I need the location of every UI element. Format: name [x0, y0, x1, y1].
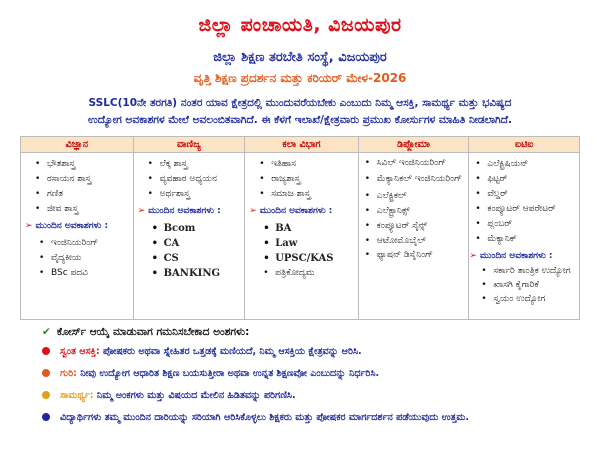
column-iti: [469, 137, 579, 319]
arrow-icon: ➢: [137, 206, 146, 216]
bullet-dot-icon: [42, 391, 50, 399]
bullet-dot-icon: [42, 413, 50, 421]
list-item: • ಎಲೆಕ್ಟ್ರಿಕಲ್: [365, 189, 469, 204]
column-heading-iti: ಐಟಿಐ: [469, 137, 579, 153]
careers-heading: ➢ ಮುಂದಿನ ಅವಕಾಶಗಳು :: [25, 221, 109, 231]
careers-heading: ➢ ಮುಂದಿನ ಅವಕಾಶಗಳು :: [469, 251, 553, 261]
guidance-point: ಸ್ವಂತ ಆಸಕ್ತಿ: ಪೋಷಕರು ಅಥವಾ ಸ್ನೇಹಿತರ ಒತ್ತಡಕ್ಕೆ ಮಣಿಯದೆ, ನಿಮ್ಮ ಆಸಕ್ತಿಯ ಕ್ಷೇತ್ರವನ್ನು ಆರಿಸಿ.: [42, 345, 572, 359]
list-item: • CS: [152, 251, 245, 266]
list-item: • ರಸಾಯನ ಶಾಸ್ತ್ರ: [35, 172, 133, 187]
list-item: • ರಾಜ್ಯಶಾಸ್ತ್ರ: [259, 172, 358, 187]
arts-subjects: [245, 157, 358, 202]
list-item: • ಗಣಿತ: [35, 187, 133, 202]
list-item: • BSc ಪದವಿ: [39, 266, 133, 281]
guidance-heading: ✔ ಕೋರ್ಸ್ ಆಯ್ಕೆ ಮಾಡುವಾಗ ಗಮನಿಸಬೇಕಾದ ಅಂಶಗಳು:: [42, 326, 250, 338]
event-title: ವೃತ್ತಿ ಶಿಕ್ಷಣ ಪ್ರದರ್ಶನ ಮತ್ತು ಕರಿಯರ್ ಮೇಳ-2026: [193, 71, 407, 85]
column-commerce: [134, 137, 246, 319]
iti-trades: [469, 157, 579, 247]
intro-paragraph: [30, 95, 570, 129]
commerce-careers: [134, 221, 245, 281]
list-item: • ಖಾಸಗಿ ಕೈಗಾರಿಕೆ: [481, 278, 579, 292]
list-item: • ಇತಿಹಾಸ: [259, 157, 358, 172]
list-item: • ವೈದ್ಯಕೀಯ: [39, 251, 133, 266]
list-item: • CA: [152, 236, 245, 251]
list-item: • ಕಂಪ್ಯೂಟರ್ ಸೈನ್ಸ್: [365, 219, 469, 234]
list-item: • BA: [263, 221, 358, 236]
science-subjects: [21, 157, 133, 217]
list-item: • ಸ್ವಯಂ ಉದ್ಯೋಗ: [481, 292, 579, 306]
list-item: • BANKING: [152, 266, 245, 281]
list-item: • UPSC/KAS: [263, 251, 358, 266]
commerce-subjects: [134, 157, 245, 202]
list-item: • ಎಲೆಕ್ಟ್ರಿಷಿಯನ್: [475, 157, 579, 172]
list-item: • ಭೌತಶಾಸ್ತ್ರ: [35, 157, 133, 172]
arrow-icon: ➢: [25, 221, 33, 231]
intro-line-2: ಉದ್ಯೋಗ ಅವಕಾಶಗಳ ಮೇಲೆ ಅವಲಂಬಿತವಾಗಿದೆ. ಈ ಕೆಳಗೆ ಇಲಾಖೆ/ಕ್ಷೇತ್ರವಾರು ಪ್ರಮುಖ ಕೋರ್ಸುಗಳ ಮಾಹಿತಿ ನೀಡಲಾಗಿದೆ.: [87, 114, 512, 126]
courses-table: [20, 136, 580, 320]
list-item: • Law: [263, 236, 358, 251]
list-item: • ಸಿವಿಲ್ ಇಂಜಿನಿಯರಿಂಗ್: [365, 157, 469, 170]
bullet-dot-icon: [42, 369, 50, 377]
column-heading-science: ವಿಜ್ಞಾನ: [21, 137, 133, 153]
list-item: • ಮೆಕ್ಯಾನಿಕ್: [475, 232, 579, 247]
list-item: • ಲೆಕ್ಕ ಶಾಸ್ತ್ರ: [148, 157, 245, 172]
intro-line-1: SSLC(10ನೇ ತರಗತಿ) ನಂತರ ಯಾವ ಕ್ಷೇತ್ರದಲ್ಲಿ ಮುಂದುವರೆಯಬೇಕು ಎಂಬುದು ನಿಮ್ಮ ಆಸಕ್ತಿ, ಸಾಮರ್ಥ್ಯ ಮತ್ತು ಭವಿಷ್ಯದ: [88, 97, 512, 109]
column-arts: [245, 137, 359, 319]
arrow-icon: ➢: [469, 251, 477, 261]
careers-heading: ➢ ಮುಂದಿನ ಅವಕಾಶಗಳು :: [137, 206, 221, 216]
column-heading-arts: ಕಲಾ ವಿಭಾಗ: [245, 137, 358, 153]
column-science: [21, 137, 134, 319]
guidance-points: [42, 345, 572, 425]
list-item: • ಸರ್ಕಾರಿ ತಾಂತ್ರಿಕ ಉದ್ಯೋಗ: [481, 265, 579, 277]
guidance-point: ಸಾಮರ್ಥ್ಯ: ನಿಮ್ಮ ಅಂಕಗಳು ಮತ್ತು ವಿಷಯದ ಮೇಲಿನ ಹಿಡಿತವನ್ನು ಪರಿಗಣಿಸಿ.: [42, 389, 572, 403]
list-item: • ಪ್ಲಂಬರ್: [475, 217, 579, 232]
list-item: • ಆಟೋಮೊಬೈಲ್: [365, 234, 469, 249]
list-item: • ಅರ್ಥಶಾಸ್ತ್ರ: [148, 187, 245, 202]
list-item: • Bcom: [152, 221, 245, 236]
column-heading-commerce: ವಾಣಿಜ್ಯ: [134, 137, 245, 153]
list-item: • ವ್ಯವಹಾರ ಅಧ್ಯಯನ: [148, 172, 245, 187]
list-item: • ಸಮಾಜ ಶಾಸ್ತ್ರ: [259, 187, 358, 202]
guidance-point: ವಿದ್ಯಾರ್ಥಿಗಳು ತಮ್ಮ ಮುಂದಿನ ದಾರಿಯನ್ನು ಸರಿಯಾಗಿ ಆರಿಸಿಕೊಳ್ಳಲು ಶಿಕ್ಷಕರು ಮತ್ತು ಪೋಷಕರ ಮಾರ್ಗದರ್ಶನ ಪಡೆಯುವುದು ಉತ್ತಮ.: [42, 411, 572, 425]
list-item: • ಪತ್ರಿಕೋದ್ಯಮ: [263, 266, 358, 281]
list-item: • ಫಿಟ್ಟರ್: [475, 172, 579, 187]
careers-heading: ➢ ಮುಂದಿನ ಅವಕಾಶಗಳು :: [249, 206, 333, 216]
iti-careers: [469, 265, 579, 306]
checkmark-icon: ✔: [42, 326, 51, 338]
guidance-section: [42, 326, 572, 433]
bullet-dot-icon: [42, 347, 50, 355]
list-item: • ಫ್ಯಾಷನ್ ಡಿಸೈನಿಂಗ್: [365, 249, 469, 262]
diploma-courses: [359, 157, 469, 262]
institute-subtitle: ಜಿಲ್ಲಾ ಶಿಕ್ಷಣ ತರಬೇತಿ ಸಂಸ್ಥೆ, ವಿಜಯಪುರ: [213, 50, 387, 65]
arts-careers: [245, 221, 358, 281]
list-item: • ಎಲೆಕ್ಟ್ರಾನಿಕ್ಸ್: [365, 204, 469, 219]
column-heading-diploma: ಡಿಪ್ಲೋಮಾ: [359, 137, 469, 153]
arrow-icon: ➢: [249, 206, 257, 216]
list-item: • ಕಂಪ್ಯೂಟರ್ ಆಪರೇಟರ್: [475, 202, 579, 217]
list-item: • ಮೆಕ್ಯಾನಿಕಲ್ ಇಂಜಿನಿಯರಿಂಗ್: [365, 173, 469, 186]
page-title: ಜಿಲ್ಲಾ ಪಂಚಾಯತಿ, ವಿಜಯಪುರ: [198, 14, 402, 36]
column-diploma: [359, 137, 470, 319]
list-item: • ಜೀವ ಶಾಸ್ತ್ರ: [35, 202, 133, 217]
science-careers: [21, 236, 133, 281]
list-item: • ಇಂಜಿನಿಯರಿಂಗ್: [39, 236, 133, 251]
guidance-point: ಗುರಿ: ನೀವು ಉದ್ಯೋಗ ಆಧಾರಿತ ಶಿಕ್ಷಣ ಬಯಸುತ್ತೀರಾ ಅಥವಾ ಉನ್ನತ ಶಿಕ್ಷಣವೋ ಎಂಬುದನ್ನು ನಿರ್ಧರಿಸಿ.: [42, 367, 572, 381]
list-item: • ವೆಲ್ಡರ್: [475, 187, 579, 202]
